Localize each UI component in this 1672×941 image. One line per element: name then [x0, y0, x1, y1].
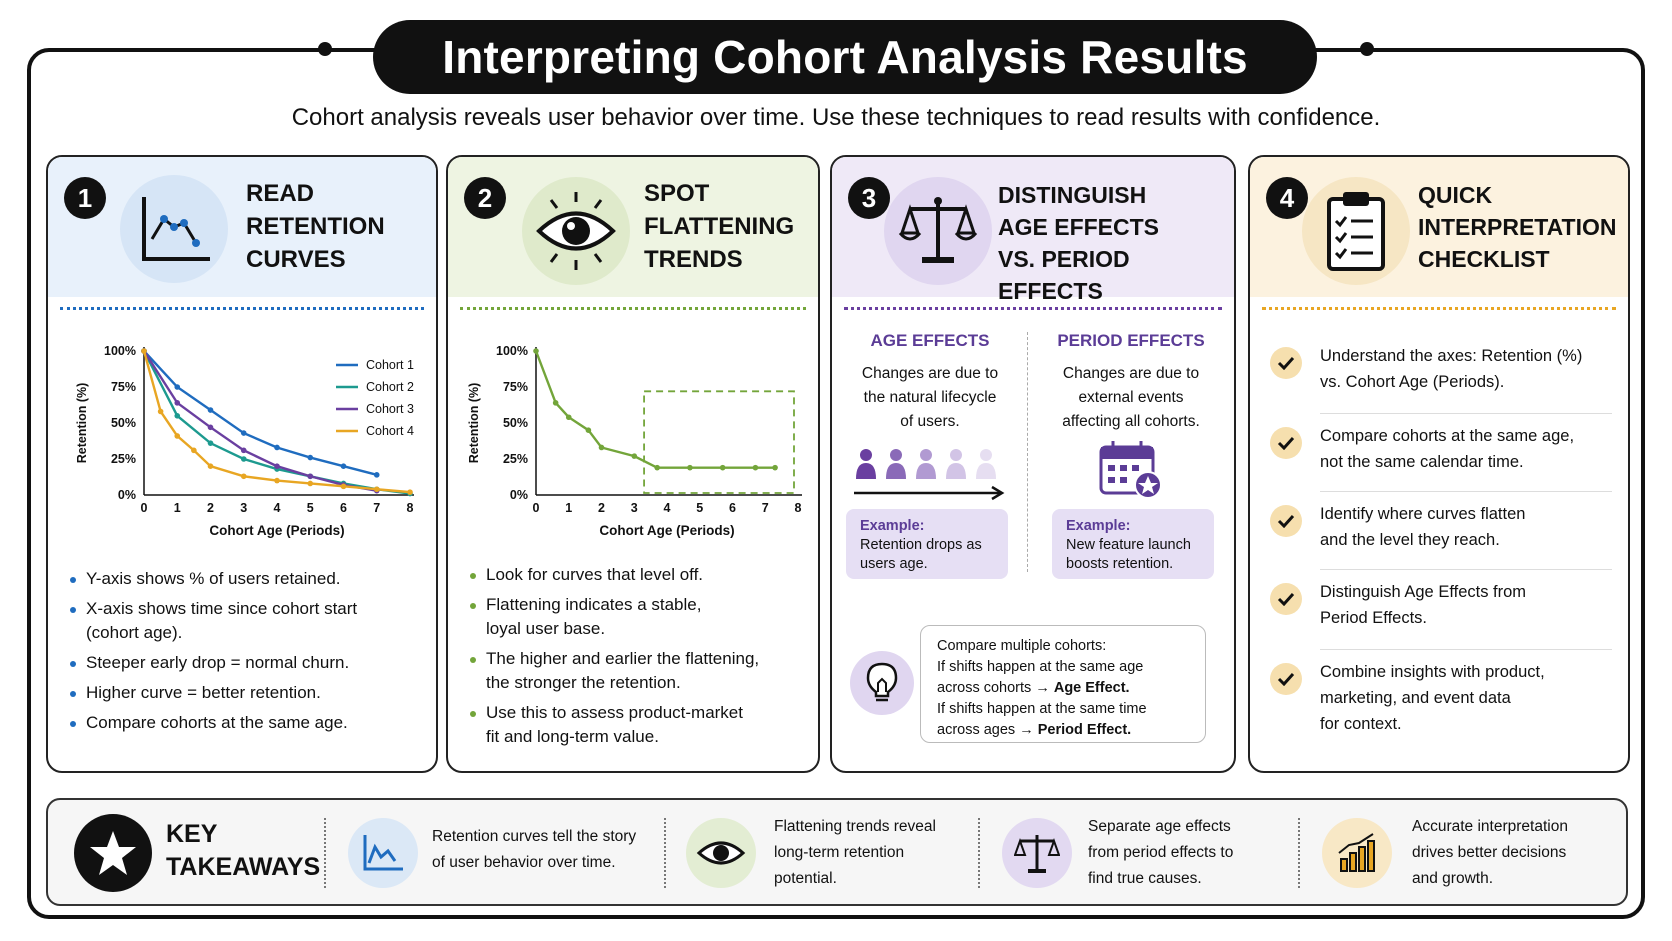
- note-emphasis: Age Effect.: [1053, 680, 1130, 696]
- data-point: [374, 486, 380, 492]
- x-tick-label: 0: [532, 501, 540, 515]
- bullet-dot: [70, 721, 76, 727]
- series-line: [144, 351, 377, 475]
- bullet-text: X-axis shows time since cohort start (cohort age).: [86, 599, 358, 642]
- list-item: [70, 567, 430, 591]
- panel-age-vs-period-effects: [830, 155, 1236, 773]
- note-text: across cohorts →: [937, 680, 1054, 696]
- data-point: [241, 456, 247, 462]
- data-point: [208, 440, 214, 446]
- bullet-dot: [470, 711, 476, 717]
- step-number: 4: [1266, 177, 1308, 219]
- y-axis-label: Retention (%): [75, 382, 89, 464]
- list-item: [470, 593, 816, 641]
- list-item: [470, 701, 816, 749]
- x-tick-label: 5: [696, 501, 704, 515]
- x-tick-label: 4: [273, 501, 281, 515]
- y-tick-label: 100%: [496, 344, 528, 358]
- divider: [1262, 307, 1616, 310]
- list-item: [470, 563, 816, 587]
- note-emphasis: Period Effect.: [1037, 722, 1132, 738]
- bullet-list: [70, 567, 430, 741]
- takeaway-text: Retention curves tell the story of user behavior over time.: [432, 828, 637, 871]
- panel-read-retention-curves: [46, 155, 438, 773]
- flattening-highlight-box: [644, 391, 794, 493]
- data-point: [241, 430, 247, 436]
- checklist-divider: [1320, 491, 1612, 492]
- y-tick-label: 100%: [104, 344, 136, 358]
- takeaways-divider: [324, 818, 326, 888]
- bullet-text: Steeper early drop = normal churn.: [86, 653, 350, 672]
- divider: [460, 307, 806, 310]
- data-point: [158, 409, 164, 415]
- check-icon: [1270, 427, 1302, 459]
- x-tick-label: 3: [240, 501, 248, 515]
- legend-label: Cohort 3: [366, 402, 414, 416]
- note-line: If shifts happen at the same age: [937, 659, 1144, 675]
- legend-label: Cohort 1: [366, 358, 414, 372]
- star-icon: [74, 814, 152, 892]
- list-item: [70, 651, 430, 675]
- data-point: [307, 473, 313, 479]
- step-number: 2: [464, 177, 506, 219]
- takeaway-text: Flattening trends reveal long-term retention potential.: [774, 818, 936, 887]
- takeaway-text: Separate age effects from period effects to find true causes.: [1088, 818, 1234, 887]
- x-tick-label: 3: [630, 501, 638, 515]
- note-text: across ages →: [937, 722, 1038, 738]
- panel-title: DISTINGUISH AGE EFFECTS VS. PERIOD EFFECTS: [998, 182, 1160, 304]
- checklist-item: [1270, 501, 1612, 553]
- checklist-divider: [1320, 413, 1612, 414]
- check-icon: [1270, 583, 1302, 615]
- checklist-divider: [1320, 649, 1612, 650]
- data-point: [586, 427, 592, 433]
- y-tick-label: 75%: [502, 380, 528, 394]
- y-tick-label: 75%: [110, 380, 136, 394]
- clipboard-checklist-icon: [1302, 177, 1410, 285]
- checklist-item: [1270, 579, 1612, 631]
- scales-icon: [884, 177, 992, 285]
- x-axis-label: Cohort Age (Periods): [599, 523, 735, 538]
- series-line: [144, 351, 377, 491]
- data-point: [208, 407, 214, 413]
- data-point: [341, 463, 347, 469]
- note-line: [937, 678, 1189, 699]
- bullet-dot: [470, 573, 476, 579]
- checklist-item: [1270, 423, 1612, 475]
- data-point: [753, 465, 759, 471]
- frame-dot-left: [318, 42, 332, 56]
- y-tick-label: 25%: [502, 452, 528, 466]
- y-tick-label: 0%: [117, 488, 136, 502]
- y-tick-label: 50%: [502, 416, 528, 430]
- check-icon: [1270, 347, 1302, 379]
- bullet-text: Use this to assess product-market fit and long-term value.: [486, 703, 743, 746]
- list-item: [470, 647, 816, 695]
- data-point: [553, 400, 559, 406]
- panel-title: QUICK INTERPRETATION CHECKLIST: [1418, 182, 1617, 272]
- example-text: New feature launch boosts retention.: [1066, 537, 1191, 572]
- data-point: [241, 448, 247, 454]
- x-tick-label: 2: [207, 501, 214, 515]
- checklist-divider: [1320, 569, 1612, 570]
- data-point: [307, 455, 313, 461]
- step-number: 3: [848, 177, 890, 219]
- x-tick-label: 6: [340, 501, 347, 515]
- checklist-text: Identify where curves flatten and the level they reach.: [1320, 505, 1526, 549]
- takeaways-divider: [1298, 818, 1300, 888]
- data-point: [208, 425, 214, 431]
- line-chart-icon: [120, 175, 228, 283]
- bullet-dot: [470, 603, 476, 609]
- data-point: [141, 348, 147, 354]
- panel-title: READ RETENTION CURVES: [246, 180, 385, 273]
- x-tick-label: 1: [173, 501, 181, 515]
- divider: [844, 307, 1222, 310]
- y-tick-label: 50%: [110, 416, 136, 430]
- key-takeaways-bar: [46, 798, 1628, 906]
- data-point: [687, 465, 693, 471]
- note-line: [937, 720, 1189, 741]
- data-point: [720, 465, 726, 471]
- list-item: [70, 597, 430, 645]
- x-tick-label: 1: [565, 501, 573, 515]
- panel-quick-checklist: [1248, 155, 1630, 773]
- checklist-text: Understand the axes: Retention (%) vs. Cohort Age (Periods).: [1320, 347, 1583, 391]
- data-point: [341, 484, 347, 490]
- bar-chart-growth-icon: [1322, 818, 1392, 888]
- panel-title: SPOT FLATTENING TRENDS: [644, 180, 795, 273]
- list-item: [70, 681, 430, 705]
- data-point: [174, 433, 180, 439]
- data-point: [241, 473, 247, 479]
- age-effects-heading: AGE EFFECTS: [870, 331, 990, 350]
- period-example-box: [1052, 509, 1214, 579]
- frame-dot-right: [1360, 42, 1374, 56]
- checklist-item: [1270, 343, 1612, 395]
- bullet-text: Y-axis shows % of users retained.: [86, 569, 341, 588]
- note-line: If shifts happen at the same time: [937, 701, 1147, 717]
- data-point: [208, 463, 214, 469]
- period-effects-text: Changes are due to external events affecting all cohorts.: [1062, 365, 1200, 430]
- data-point: [374, 472, 380, 478]
- eye-icon: [686, 818, 756, 888]
- x-tick-label: 6: [729, 501, 736, 515]
- bullet-text: Flattening indicates a stable, loyal user base.: [486, 595, 702, 638]
- age-example-box: [846, 509, 1008, 579]
- note-line: Compare multiple cohorts:: [937, 638, 1107, 654]
- x-tick-label: 2: [598, 501, 605, 515]
- takeaways-divider: [978, 818, 980, 888]
- bullet-dot: [70, 577, 76, 583]
- period-effects-heading: PERIOD EFFECTS: [1057, 331, 1205, 350]
- data-point: [191, 448, 197, 454]
- data-point: [533, 348, 539, 354]
- bullet-dot: [70, 607, 76, 613]
- x-tick-label: 0: [140, 501, 148, 515]
- x-tick-label: 8: [406, 501, 414, 515]
- x-tick-label: 8: [794, 501, 802, 515]
- data-point: [274, 478, 280, 484]
- retention-chart-flattening: [448, 327, 820, 547]
- x-tick-label: 7: [761, 501, 769, 515]
- step-number: 1: [64, 177, 106, 219]
- bullet-list: [470, 563, 816, 755]
- x-tick-label: 4: [663, 501, 671, 515]
- checklist-text: Combine insights with product, marketing, and event data for context.: [1320, 663, 1545, 733]
- x-tick-label: 5: [306, 501, 314, 515]
- checklist-text: Distinguish Age Effects from Period Effects.: [1320, 583, 1527, 627]
- bullet-text: The higher and earlier the flattening, the stronger the retention.: [486, 649, 760, 692]
- calendar-star-icon: [1098, 439, 1164, 506]
- bullet-text: Look for curves that level off.: [486, 565, 704, 584]
- checklist-text: Compare cohorts at the same age, not the same calendar time.: [1320, 427, 1575, 471]
- data-point: [174, 400, 180, 406]
- lightbulb-icon: [850, 651, 914, 715]
- data-point: [174, 384, 180, 390]
- example-text: Retention drops as users age.: [860, 537, 982, 572]
- takeaways-divider: [664, 818, 666, 888]
- data-point: [772, 465, 778, 471]
- page-subtitle: Cohort analysis reveals user behavior over time. Use these techniques to read results with confidence.: [291, 104, 1381, 131]
- data-point: [599, 445, 605, 451]
- example-label: Example:: [1066, 518, 1131, 534]
- takeaway-text: Accurate interpretation drives better decisions and growth.: [1412, 818, 1568, 887]
- people-aging-icon: [852, 447, 1012, 512]
- y-tick-label: 25%: [110, 452, 136, 466]
- data-point: [174, 413, 180, 419]
- x-tick-label: 7: [373, 501, 381, 515]
- data-point: [631, 453, 637, 459]
- line-chart-icon: [348, 818, 418, 888]
- checklist-item: [1270, 659, 1612, 737]
- bullet-dot: [70, 661, 76, 667]
- bullet-text: Higher curve = better retention.: [86, 683, 321, 702]
- legend-label: Cohort 2: [366, 380, 414, 394]
- panel-spot-flattening-trends: [446, 155, 820, 773]
- page-title: Interpreting Cohort Analysis Results: [373, 20, 1317, 94]
- y-tick-label: 0%: [509, 488, 528, 502]
- data-point: [307, 481, 313, 487]
- column-divider: [1027, 332, 1028, 572]
- check-icon: [1270, 505, 1302, 537]
- bullet-dot: [70, 691, 76, 697]
- series-line: [536, 351, 775, 468]
- divider: [60, 307, 424, 310]
- scales-icon: [1002, 818, 1072, 888]
- data-point: [274, 445, 280, 451]
- x-axis-label: Cohort Age (Periods): [209, 523, 345, 538]
- takeaways-title: KEY TAKEAWAYS: [166, 820, 321, 881]
- legend-label: Cohort 4: [366, 424, 414, 438]
- age-effects-text: Changes are due to the natural lifecycle of users.: [861, 365, 999, 430]
- y-axis-label: Retention (%): [467, 382, 481, 464]
- check-icon: [1270, 663, 1302, 695]
- data-point: [566, 414, 572, 420]
- data-point: [654, 465, 660, 471]
- data-point: [274, 463, 280, 469]
- bullet-dot: [470, 657, 476, 663]
- data-point: [407, 489, 413, 495]
- example-label: Example:: [860, 518, 925, 534]
- compare-cohorts-note: [920, 625, 1206, 743]
- list-item: [70, 711, 430, 735]
- eye-icon: [522, 177, 630, 285]
- bullet-text: Compare cohorts at the same age.: [86, 713, 348, 732]
- retention-chart-cohorts: [48, 327, 438, 547]
